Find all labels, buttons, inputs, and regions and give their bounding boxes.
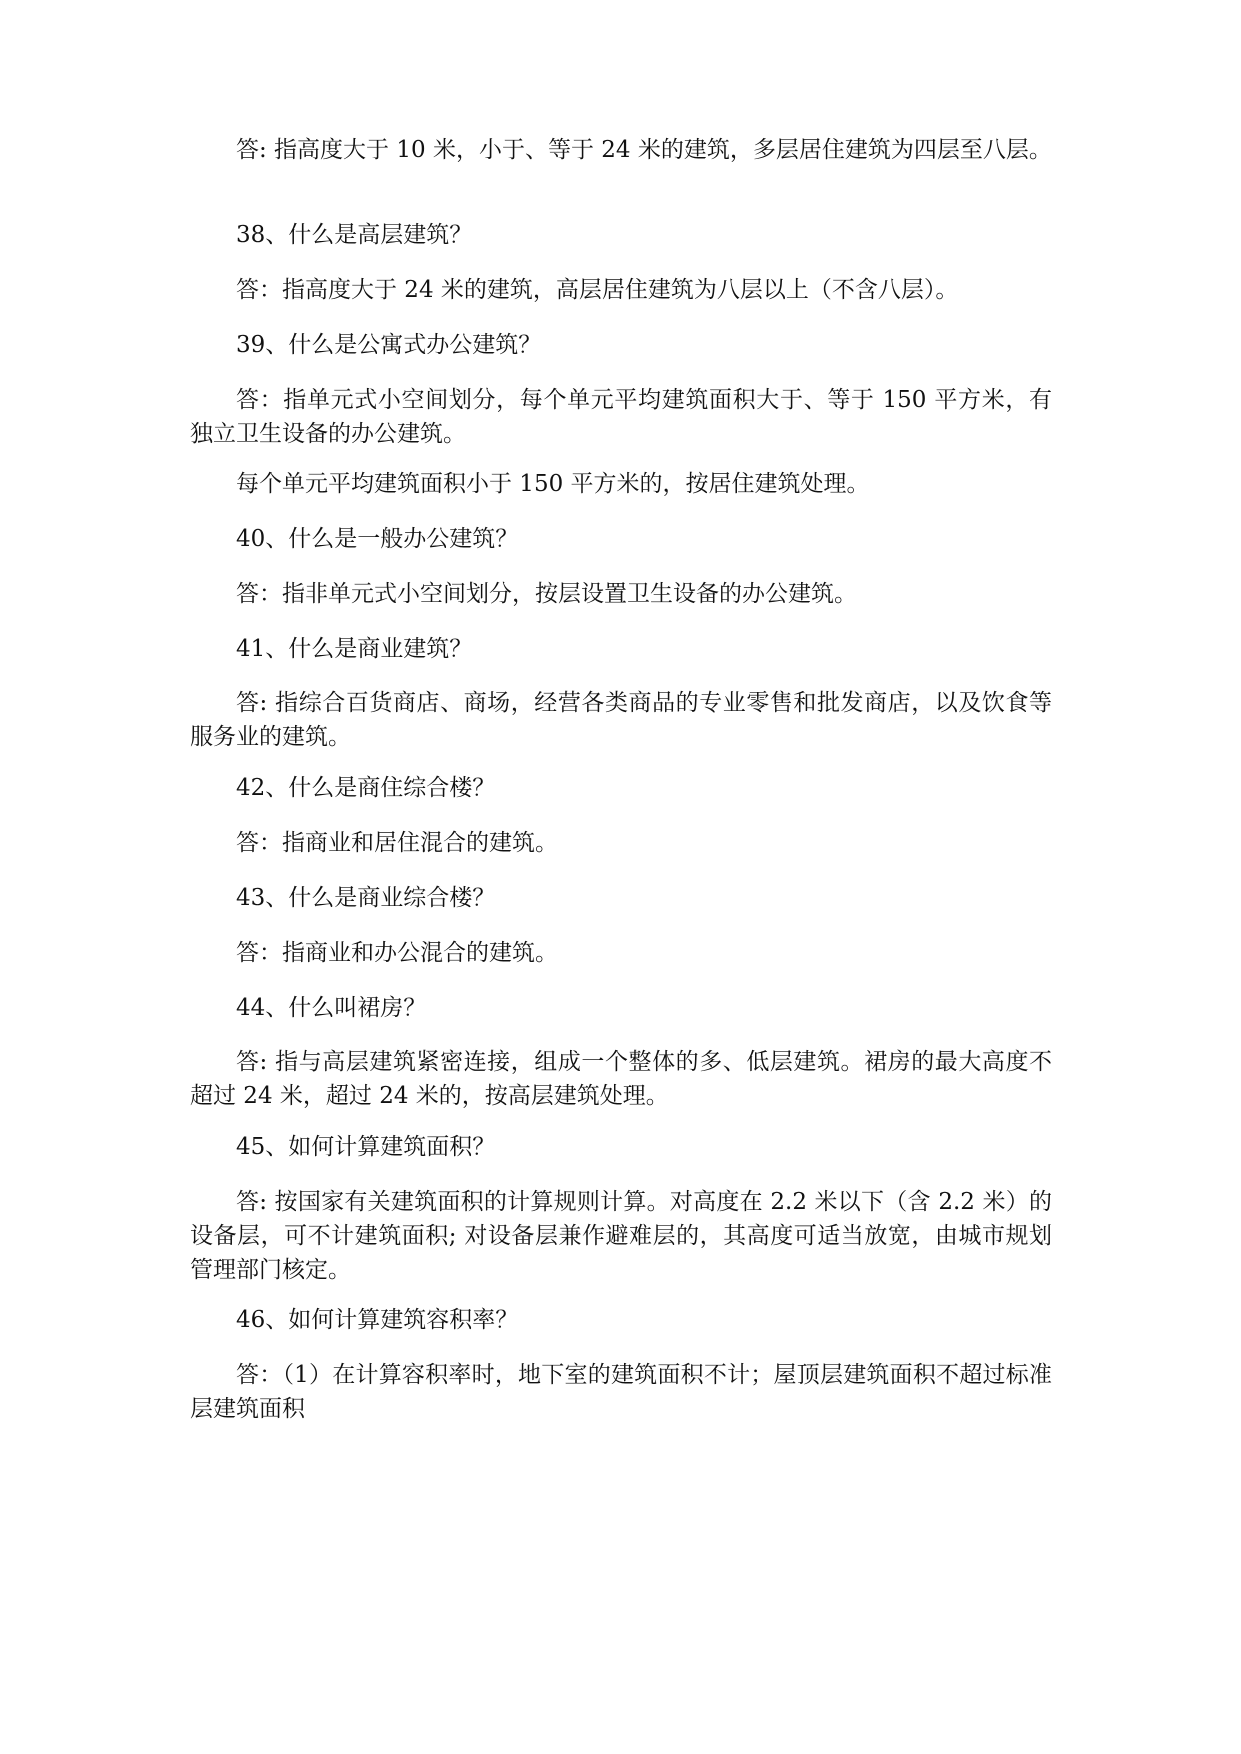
question-38: 38、什么是高层建筑？ <box>236 222 473 248</box>
answer-44: 答: 指与高层建筑紧密连接，组成一个整体的多、低层建筑。裙房的最大高度不超过 24 米，超过 24 米的，按高层建筑处理。 <box>190 1049 1052 1109</box>
note-39: 每个单元平均建筑面积小于 150 平方米的，按居住建筑处理。 <box>236 471 870 497</box>
answer-37: 答: 指高度大于 10 米，小于、等于 24 米的建筑，多层居住建筑为四层至八层。 <box>236 137 1052 163</box>
question-46: 46、如何计算建筑容积率？ <box>236 1307 519 1333</box>
question-44: 44、什么叫裙房？ <box>236 995 427 1021</box>
answer-43: 答：指商业和办公混合的建筑。 <box>236 940 558 966</box>
question-41: 41、什么是商业建筑？ <box>236 636 473 662</box>
question-43: 43、什么是商业综合楼？ <box>236 885 496 911</box>
answer-41: 答: 指综合百货商店、商场，经营各类商品的专业零售和批发商店，以及饮食等服务业的建筑。 <box>190 690 1052 750</box>
question-39: 39、什么是公寓式办公建筑？ <box>236 332 542 358</box>
question-40: 40、什么是一般办公建筑？ <box>236 526 519 552</box>
answer-39: 答：指单元式小空间划分，每个单元平均建筑面积大于、等于 150 平方米，有独立卫生设备的办公建筑。 <box>190 387 1052 447</box>
answer-45: 答: 按国家有关建筑面积的计算规则计算。对高度在 2.2 米以下（含 2.2 米）的设备层，可不计建筑面积; 对设备层兼作避难层的，其高度可适当放宽，由城市规划管理部门核定。 <box>190 1189 1052 1283</box>
question-45: 45、如何计算建筑面积？ <box>236 1134 496 1160</box>
answer-42: 答：指商业和居住混合的建筑。 <box>236 830 558 856</box>
answer-38: 答：指高度大于 24 米的建筑，高层居住建筑为八层以上（不含八层）。 <box>236 277 959 303</box>
answer-40: 答：指非单元式小空间划分，按层设置卫生设备的办公建筑。 <box>236 581 857 607</box>
answer-46: 答：（1）在计算容积率时，地下室的建筑面积不计；屋顶层建筑面积不超过标准层建筑面积 <box>190 1362 1052 1422</box>
question-42: 42、什么是商住综合楼？ <box>236 775 496 801</box>
